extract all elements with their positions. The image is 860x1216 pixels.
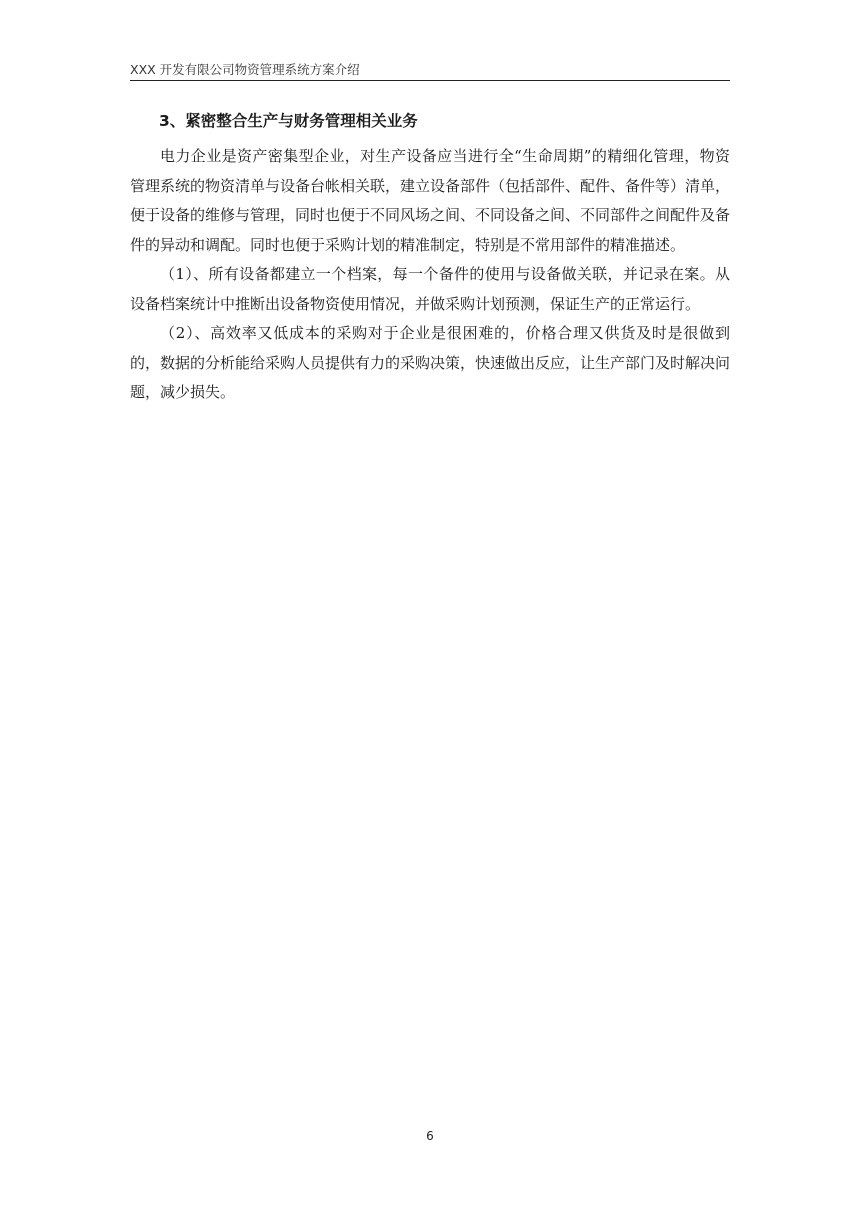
page-number: 6 [426, 1129, 434, 1143]
header-title: XXX 开发有限公司物资管理系统方案介绍 [130, 62, 360, 77]
paragraph-item-1: （1）、所有设备都建立一个档案，每一个备件的使用与设备做关联，并记录在案。从设备档案统计中推断出设备物资使用情况，并做采购计划预测，保证生产的正常运行。 [130, 265, 730, 313]
document-body [130, 100, 730, 408]
paragraph-intro: 电力企业是资产密集型企业，对生产设备应当进行全“生命周期”的精细化管理，物资管理系统的物资清单与设备台帐相关联，建立设备部件（包括部件、配件、备件等）清单，便于设备的维修与管理，同时也便于不同风场之间、不同设备之间、不同部件之间配件及备件的异动和调配。同时也便于采购计划的精准制定，特别是不常用部件的精准描述。 [130, 147, 731, 254]
page-header [130, 62, 730, 81]
paragraph-item-2: （2）、高效率又低成本的采购对于企业是很困难的，价格合理又供货及时是很做到的，数据的分析能给采购人员提供有力的采购决策，快速做出反应，让生产部门及时解决问题，减少损失。 [130, 324, 731, 401]
section-title: 3、紧密整合生产与财务管理相关业务 [159, 112, 418, 130]
